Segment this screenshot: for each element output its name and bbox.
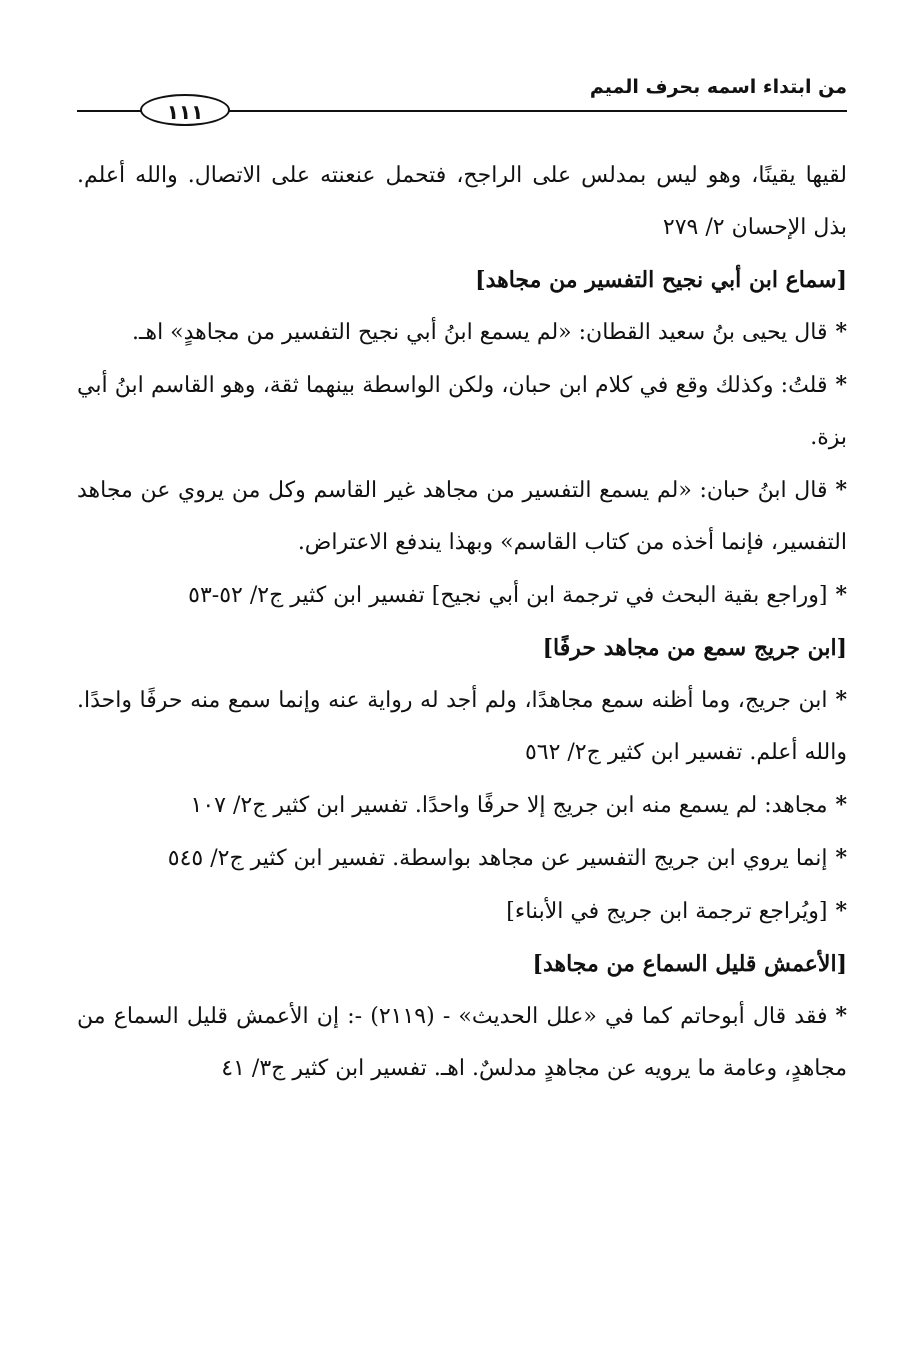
page-header bbox=[77, 70, 847, 130]
section-heading: [سماع ابن أبي نجيح التفسير من مجاهد] bbox=[475, 267, 847, 293]
bullet-star: * bbox=[835, 687, 847, 713]
paragraph-text: ابن جريج، وما أظنه سمع مجاهدًا، ولم أجد له رواية عنه وإنما سمع منه حرفًا واحدًا. والله أعلم. تفسير ابن كثير ج٢/ ٥٦٢ bbox=[77, 688, 847, 765]
paragraph bbox=[77, 359, 847, 464]
paragraph-text: قال ابنُ حبان: «لم يسمع التفسير من مجاهد غير القاسم وكل من يروي عن مجاهد التفسير، فإنما أخذه من كتاب القاسم» وبهذا يندفع الاعتراض. bbox=[77, 478, 847, 555]
bullet-star: * bbox=[835, 898, 847, 924]
paragraph bbox=[77, 885, 847, 938]
section-heading: [ابن جريج سمع من مجاهد حرفًا] bbox=[542, 635, 847, 661]
paragraph-text: فقد قال أبوحاتم كما في «علل الحديث» - (٢١١٩) -: إن الأعمش قليل السماع من مجاهدٍ، وعامة ما يرويه عن مجاهدٍ مدلسٌ. اهـ. تفسير ابن كثير ج٣/ ٤١ bbox=[77, 1004, 847, 1081]
paragraph bbox=[77, 674, 847, 779]
page-number: ١١١ bbox=[140, 94, 230, 126]
paragraph-text: إنما يروي ابن جريج التفسير عن مجاهد بواسطة. تفسير ابن كثير ج٢/ ٥٤٥ bbox=[167, 846, 828, 871]
bullet-star: * bbox=[835, 845, 847, 871]
bullet-star: * bbox=[835, 582, 847, 608]
paragraph-text: [ويُراجع ترجمة ابن جريج في الأبناء] bbox=[506, 899, 828, 924]
paragraph bbox=[77, 832, 847, 885]
section-heading: [الأعمش قليل السماع من مجاهد] bbox=[532, 951, 847, 977]
running-title: من ابتداء اسمه بحرف الميم bbox=[589, 76, 847, 98]
paragraph bbox=[77, 464, 847, 569]
paragraph: لقيها يقينًا، وهو ليس بمدلس على الراجح، فتحمل عنعنته على الاتصال. والله أعلم. بذل الإحسان ٢/ ٢٧٩ bbox=[77, 163, 847, 240]
paragraph bbox=[77, 306, 847, 359]
bullet-star: * bbox=[835, 1003, 847, 1029]
bullet-star: * bbox=[835, 372, 848, 398]
paragraph bbox=[77, 569, 847, 622]
paragraph-text: مجاهد: لم يسمع منه ابن جريج إلا حرفًا واحدًا. تفسير ابن كثير ج٢/ ١٠٧ bbox=[190, 793, 828, 818]
bullet-star: * bbox=[835, 477, 847, 503]
paragraph bbox=[77, 990, 847, 1095]
paragraph-text: [وراجع بقية البحث في ترجمة ابن أبي نجيح] تفسير ابن كثير ج٢/ ٥٢-٥٣ bbox=[188, 583, 828, 608]
bullet-star: * bbox=[835, 319, 847, 345]
paragraph-text: قلتُ: وكذلك وقع في كلام ابن حبان، ولكن الواسطة بينهما ثقة، وهو القاسم ابنُ أبي بزة. bbox=[77, 373, 847, 450]
paragraph-text: قال يحيى بنُ سعيد القطان: «لم يسمع ابنُ أبي نجيح التفسير من مجاهدٍ» اهـ. bbox=[132, 320, 828, 345]
paragraph bbox=[77, 779, 847, 832]
page-body bbox=[77, 150, 847, 1095]
bullet-star: * bbox=[835, 792, 847, 818]
